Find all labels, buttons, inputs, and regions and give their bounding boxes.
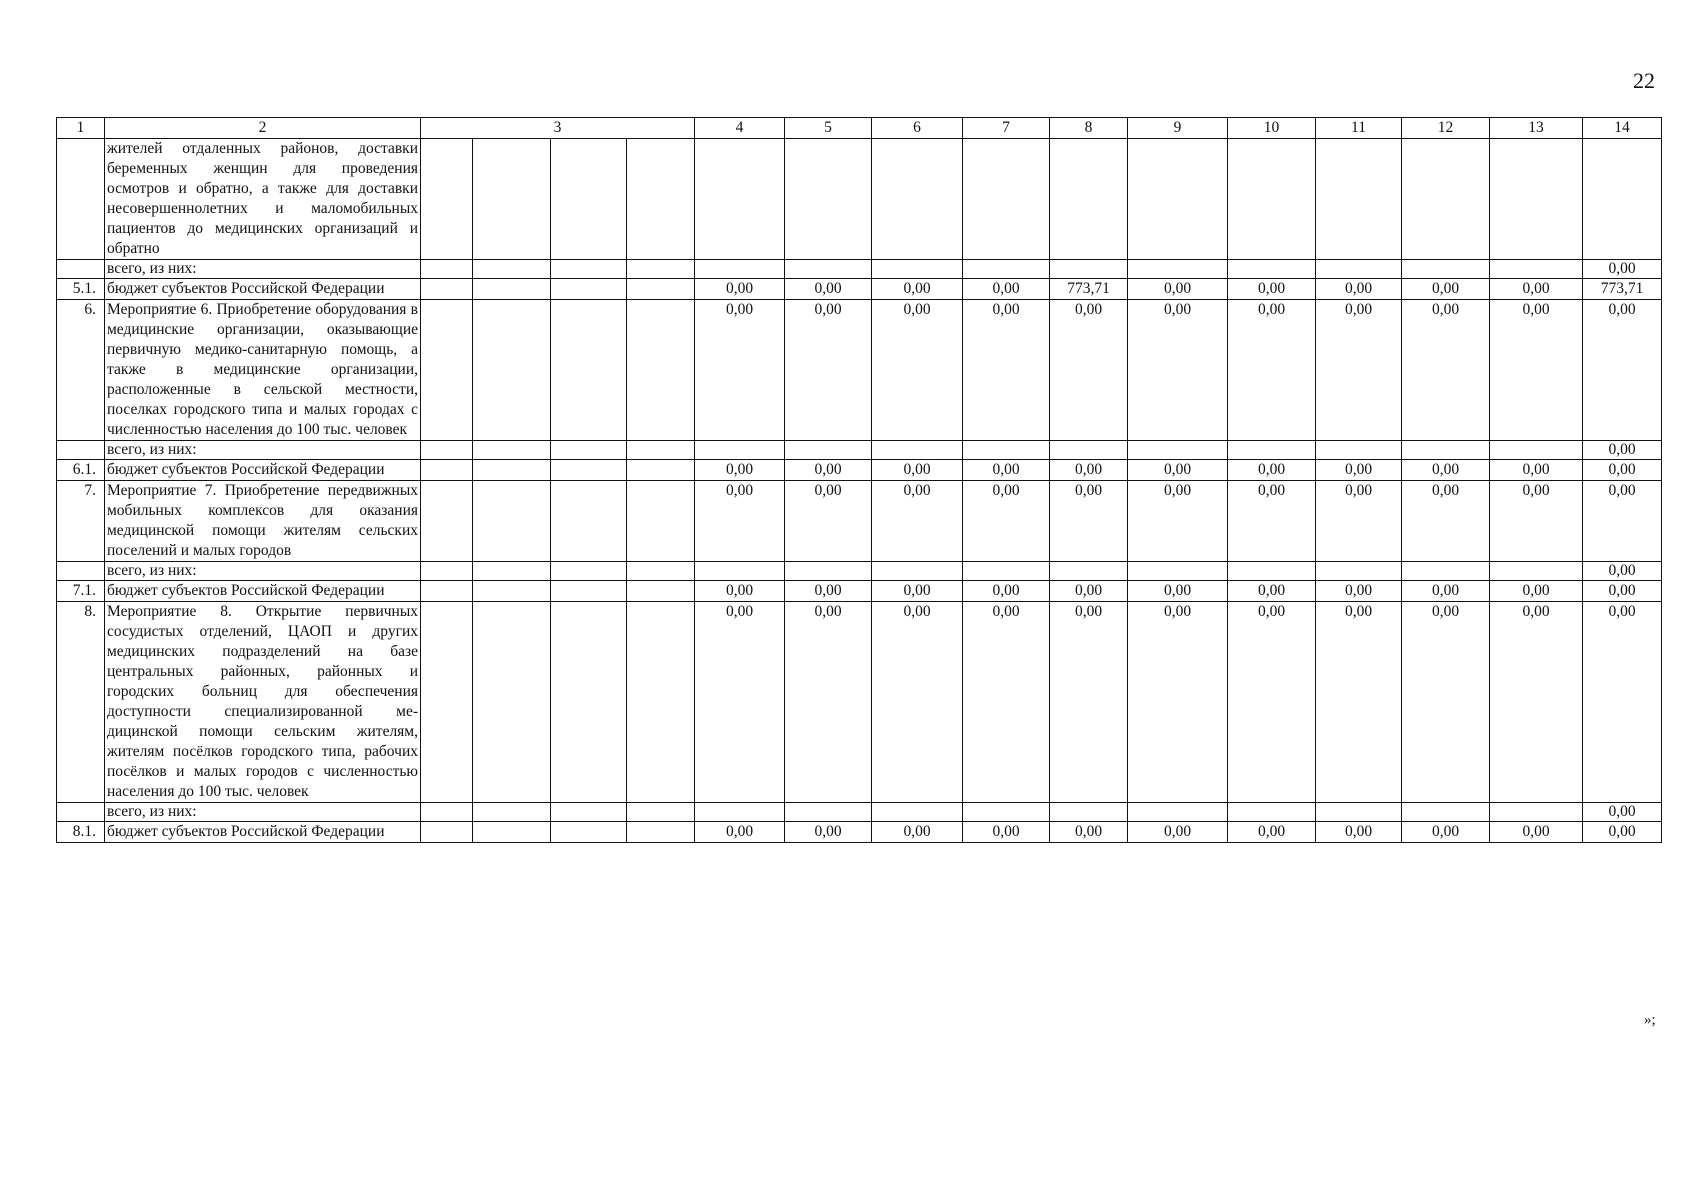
column-3-subcell bbox=[627, 803, 695, 822]
value-cell: 0,00 bbox=[1128, 822, 1228, 843]
column-3-subcell bbox=[627, 481, 695, 562]
value-cell bbox=[1490, 260, 1583, 279]
column-header: 5 bbox=[785, 118, 872, 139]
row-description-cell: всего, из них: bbox=[105, 260, 421, 279]
value-cell bbox=[1128, 139, 1228, 260]
column-header: 4 bbox=[695, 118, 785, 139]
value-cell bbox=[1228, 441, 1316, 460]
value-cell: 0,00 bbox=[1128, 581, 1228, 602]
column-3-subcell bbox=[627, 581, 695, 602]
value-cell: 0,00 bbox=[1402, 602, 1490, 803]
value-cell: 0,00 bbox=[695, 581, 785, 602]
row-description-cell: бюджет субъектов Российской Федерации bbox=[105, 279, 421, 300]
column-3-subcell bbox=[627, 139, 695, 260]
value-cell: 0,00 bbox=[1316, 822, 1402, 843]
value-cell bbox=[695, 562, 785, 581]
table-row bbox=[57, 300, 1662, 441]
value-cell bbox=[1402, 441, 1490, 460]
value-cell bbox=[1316, 139, 1402, 260]
value-cell bbox=[785, 139, 872, 260]
value-cell bbox=[1050, 803, 1128, 822]
value-cell: 0,00 bbox=[785, 581, 872, 602]
column-3-subcell bbox=[473, 279, 551, 300]
value-cell bbox=[1128, 260, 1228, 279]
value-cell bbox=[1050, 562, 1128, 581]
value-cell: 0,00 bbox=[963, 279, 1050, 300]
value-cell: 0,00 bbox=[1316, 602, 1402, 803]
column-3-subcell bbox=[421, 279, 473, 300]
value-cell: 0,00 bbox=[1316, 581, 1402, 602]
value-cell bbox=[963, 562, 1050, 581]
column-header: 1 bbox=[57, 118, 105, 139]
row-index-cell: 6.1. bbox=[57, 460, 105, 481]
value-cell: 0,00 bbox=[1128, 602, 1228, 803]
value-cell: 0,00 bbox=[1228, 279, 1316, 300]
column-3-subcell bbox=[551, 481, 627, 562]
table-row bbox=[57, 581, 1662, 602]
row-description-cell: всего, из них: bbox=[105, 803, 421, 822]
value-cell bbox=[1490, 562, 1583, 581]
value-cell bbox=[785, 562, 872, 581]
value-cell bbox=[872, 260, 963, 279]
value-cell bbox=[1402, 260, 1490, 279]
value-cell bbox=[963, 803, 1050, 822]
value-cell: 0,00 bbox=[1316, 460, 1402, 481]
value-cell: 0,00 bbox=[1490, 279, 1583, 300]
value-cell bbox=[872, 441, 963, 460]
value-cell bbox=[872, 139, 963, 260]
row-description-cell: бюджет субъектов Российской Федерации bbox=[105, 460, 421, 481]
value-cell: 0,00 bbox=[1583, 460, 1662, 481]
value-cell bbox=[1228, 139, 1316, 260]
column-3-subcell bbox=[627, 602, 695, 803]
value-cell: 0,00 bbox=[785, 279, 872, 300]
row-index-cell: 7.1. bbox=[57, 581, 105, 602]
row-index-cell bbox=[57, 260, 105, 279]
column-3-subcell bbox=[627, 300, 695, 441]
value-cell bbox=[1316, 260, 1402, 279]
column-header: 8 bbox=[1050, 118, 1128, 139]
column-3-subcell bbox=[473, 602, 551, 803]
column-3-subcell bbox=[551, 279, 627, 300]
value-cell: 0,00 bbox=[1583, 300, 1662, 441]
table-row bbox=[57, 602, 1662, 803]
column-header: 9 bbox=[1128, 118, 1228, 139]
table-row bbox=[57, 822, 1662, 843]
value-cell: 0,00 bbox=[695, 481, 785, 562]
value-cell bbox=[1402, 803, 1490, 822]
column-3-subcell bbox=[551, 803, 627, 822]
page-number: 22 bbox=[1633, 68, 1655, 93]
value-cell: 0,00 bbox=[1316, 279, 1402, 300]
value-cell: 0,00 bbox=[1402, 300, 1490, 441]
total-row bbox=[57, 803, 1662, 822]
value-cell bbox=[785, 260, 872, 279]
column-3-subcell bbox=[421, 260, 473, 279]
value-cell bbox=[1490, 441, 1583, 460]
table-row bbox=[57, 279, 1662, 300]
value-cell: 0,00 bbox=[1316, 300, 1402, 441]
row-description-cell: Мероприятие 6. Приобретение оборудования в медицинские организации, оказывающие первичную медико-санитарную помощь, а также в медицинские организации, расположенные в сельской местности, поселках городского типа и малых городах с численностью населения до 100 тыс. человек bbox=[105, 300, 421, 441]
value-cell: 0,00 bbox=[1128, 279, 1228, 300]
value-cell: 0,00 bbox=[963, 602, 1050, 803]
column-3-subcell bbox=[421, 300, 473, 441]
value-cell: 0,00 bbox=[963, 460, 1050, 481]
column-header: 7 bbox=[963, 118, 1050, 139]
column-3-subcell bbox=[627, 562, 695, 581]
value-cell: 0,00 bbox=[1402, 581, 1490, 602]
value-cell bbox=[785, 803, 872, 822]
value-cell: 0,00 bbox=[1583, 481, 1662, 562]
column-3-subcell bbox=[627, 441, 695, 460]
value-cell bbox=[1583, 139, 1662, 260]
value-cell: 773,71 bbox=[1050, 279, 1128, 300]
column-header: 14 bbox=[1583, 118, 1662, 139]
value-cell: 0,00 bbox=[872, 822, 963, 843]
value-cell: 0,00 bbox=[1228, 460, 1316, 481]
value-cell: 0,00 bbox=[695, 460, 785, 481]
column-3-subcell bbox=[551, 441, 627, 460]
value-cell: 0,00 bbox=[695, 822, 785, 843]
column-header: 6 bbox=[872, 118, 963, 139]
value-cell: 0,00 bbox=[1583, 602, 1662, 803]
value-cell bbox=[1316, 562, 1402, 581]
column-3-subcell bbox=[551, 300, 627, 441]
column-3-subcell bbox=[421, 481, 473, 562]
table-row bbox=[57, 460, 1662, 481]
table-header-row bbox=[57, 118, 1662, 139]
value-cell: 0,00 bbox=[1402, 481, 1490, 562]
value-cell bbox=[1228, 260, 1316, 279]
column-3-subcell bbox=[551, 581, 627, 602]
value-cell bbox=[872, 562, 963, 581]
value-cell bbox=[785, 441, 872, 460]
column-3-subcell bbox=[473, 260, 551, 279]
total-row bbox=[57, 562, 1662, 581]
value-cell: 0,00 bbox=[1228, 481, 1316, 562]
column-3-subcell bbox=[421, 562, 473, 581]
total-row bbox=[57, 441, 1662, 460]
value-cell: 0,00 bbox=[1490, 300, 1583, 441]
column-3-subcell bbox=[551, 562, 627, 581]
column-3-subcell bbox=[473, 803, 551, 822]
value-cell: 0,00 bbox=[785, 300, 872, 441]
value-cell bbox=[695, 803, 785, 822]
column-3-subcell bbox=[627, 822, 695, 843]
budget-table bbox=[56, 117, 1662, 843]
value-cell: 0,00 bbox=[872, 481, 963, 562]
value-cell: 0,00 bbox=[1228, 602, 1316, 803]
value-cell bbox=[695, 139, 785, 260]
row-description-cell: бюджет субъектов Российской Федерации bbox=[105, 822, 421, 843]
value-cell bbox=[963, 260, 1050, 279]
column-3-subcell bbox=[421, 581, 473, 602]
column-3-subcell bbox=[627, 260, 695, 279]
value-cell: 0,00 bbox=[963, 581, 1050, 602]
value-cell: 0,00 bbox=[1128, 300, 1228, 441]
column-header: 10 bbox=[1228, 118, 1316, 139]
column-header: 2 bbox=[105, 118, 421, 139]
value-cell bbox=[1490, 803, 1583, 822]
value-cell bbox=[1402, 562, 1490, 581]
table-row bbox=[57, 139, 1662, 260]
value-cell: 0,00 bbox=[872, 581, 963, 602]
value-cell bbox=[963, 441, 1050, 460]
value-cell: 0,00 bbox=[1228, 581, 1316, 602]
value-cell bbox=[1316, 441, 1402, 460]
value-cell: 0,00 bbox=[963, 300, 1050, 441]
value-cell bbox=[1228, 562, 1316, 581]
value-cell: 0,00 bbox=[1490, 822, 1583, 843]
row-description-cell: жителей отдаленных районов, доставки беременных женщин для проведения осмотров и обратно, а также для доставки несовершеннолетних и маломобильных пациентов до медицинских организаций и обратно bbox=[105, 139, 421, 260]
row-index-cell: 5.1. bbox=[57, 279, 105, 300]
column-3-subcell bbox=[551, 460, 627, 481]
value-cell: 0,00 bbox=[1490, 602, 1583, 803]
value-cell: 0,00 bbox=[963, 481, 1050, 562]
column-3-subcell bbox=[473, 562, 551, 581]
column-3-subcell bbox=[473, 822, 551, 843]
column-3-subcell bbox=[551, 602, 627, 803]
value-cell: 0,00 bbox=[872, 279, 963, 300]
value-cell: 0,00 bbox=[1050, 822, 1128, 843]
value-cell: 0,00 bbox=[1490, 581, 1583, 602]
row-index-cell bbox=[57, 562, 105, 581]
value-cell: 0,00 bbox=[872, 602, 963, 803]
value-cell: 0,00 bbox=[1402, 279, 1490, 300]
row-index-cell: 8.1. bbox=[57, 822, 105, 843]
value-cell: 0,00 bbox=[1128, 460, 1228, 481]
value-cell: 0,00 bbox=[1583, 581, 1662, 602]
value-cell: 0,00 bbox=[695, 300, 785, 441]
value-cell: 0,00 bbox=[872, 460, 963, 481]
value-cell: 0,00 bbox=[1583, 441, 1662, 460]
value-cell: 0,00 bbox=[1316, 481, 1402, 562]
column-header: 11 bbox=[1316, 118, 1402, 139]
value-cell bbox=[1402, 139, 1490, 260]
value-cell: 0,00 bbox=[785, 460, 872, 481]
column-3-subcell bbox=[627, 460, 695, 481]
value-cell: 0,00 bbox=[695, 602, 785, 803]
row-index-cell: 7. bbox=[57, 481, 105, 562]
column-3-subcell bbox=[421, 602, 473, 803]
value-cell: 0,00 bbox=[1490, 481, 1583, 562]
value-cell bbox=[1050, 441, 1128, 460]
value-cell bbox=[695, 260, 785, 279]
value-cell: 0,00 bbox=[1050, 460, 1128, 481]
value-cell: 0,00 bbox=[1228, 822, 1316, 843]
row-description-cell: Мероприятие 8. Открытие первичных сосудистых отделений, ЦАОП и других медицинских подразделений на базе центральных районных, районных и городских больниц для обеспечения доступности специализированной медицинской помощи сельским жителям, жителям посёлков городского типа, рабочих посёлков и малых городов с численностью населения до 100 тыс. человек bbox=[105, 602, 421, 803]
row-description-cell: Мероприятие 7. Приобретение передвижных мобильных комплексов для оказания медицинской помощи жителям сельских поселений и малых городов bbox=[105, 481, 421, 562]
row-index-cell bbox=[57, 803, 105, 822]
row-index-cell: 6. bbox=[57, 300, 105, 441]
column-3-subcell bbox=[551, 822, 627, 843]
row-index-cell bbox=[57, 441, 105, 460]
value-cell: 0,00 bbox=[1583, 562, 1662, 581]
value-cell: 0,00 bbox=[785, 602, 872, 803]
column-3-subcell bbox=[473, 460, 551, 481]
value-cell: 0,00 bbox=[872, 300, 963, 441]
row-index-cell bbox=[57, 139, 105, 260]
value-cell: 0,00 bbox=[1128, 481, 1228, 562]
value-cell bbox=[1228, 803, 1316, 822]
value-cell: 0,00 bbox=[1050, 481, 1128, 562]
column-header: 13 bbox=[1490, 118, 1583, 139]
value-cell: 0,00 bbox=[785, 481, 872, 562]
column-3-subcell bbox=[473, 441, 551, 460]
value-cell bbox=[1128, 441, 1228, 460]
value-cell: 0,00 bbox=[785, 822, 872, 843]
column-3-subcell bbox=[473, 481, 551, 562]
total-row bbox=[57, 260, 1662, 279]
value-cell bbox=[1490, 139, 1583, 260]
value-cell: 0,00 bbox=[1050, 581, 1128, 602]
value-cell: 0,00 bbox=[1402, 822, 1490, 843]
value-cell: 0,00 bbox=[1402, 460, 1490, 481]
value-cell: 0,00 bbox=[1490, 460, 1583, 481]
value-cell: 773,71 bbox=[1583, 279, 1662, 300]
column-3-subcell bbox=[473, 300, 551, 441]
value-cell: 0,00 bbox=[1050, 300, 1128, 441]
column-3-subcell bbox=[421, 803, 473, 822]
closing-quote: »; bbox=[1644, 1012, 1656, 1028]
value-cell: 0,00 bbox=[1583, 822, 1662, 843]
value-cell: 0,00 bbox=[963, 822, 1050, 843]
column-3-subcell bbox=[421, 139, 473, 260]
value-cell bbox=[1128, 803, 1228, 822]
value-cell bbox=[872, 803, 963, 822]
row-description-cell: всего, из них: bbox=[105, 562, 421, 581]
value-cell: 0,00 bbox=[1050, 602, 1128, 803]
table-row bbox=[57, 481, 1662, 562]
value-cell: 0,00 bbox=[695, 279, 785, 300]
value-cell bbox=[963, 139, 1050, 260]
value-cell: 0,00 bbox=[1228, 300, 1316, 441]
row-index-cell: 8. bbox=[57, 602, 105, 803]
value-cell: 0,00 bbox=[1583, 260, 1662, 279]
value-cell bbox=[1316, 803, 1402, 822]
column-3-subcell bbox=[627, 279, 695, 300]
value-cell: 0,00 bbox=[1583, 803, 1662, 822]
value-cell bbox=[1050, 260, 1128, 279]
column-3-subcell bbox=[421, 822, 473, 843]
row-description-cell: бюджет субъектов Российской Федерации bbox=[105, 581, 421, 602]
column-3-subcell bbox=[551, 260, 627, 279]
column-3-subcell bbox=[473, 139, 551, 260]
column-header: 12 bbox=[1402, 118, 1490, 139]
value-cell bbox=[1128, 562, 1228, 581]
column-header: 3 bbox=[421, 118, 695, 139]
column-3-subcell bbox=[551, 139, 627, 260]
column-3-subcell bbox=[421, 441, 473, 460]
column-3-subcell bbox=[473, 581, 551, 602]
row-description-cell: всего, из них: bbox=[105, 441, 421, 460]
column-3-subcell bbox=[421, 460, 473, 481]
value-cell bbox=[1050, 139, 1128, 260]
value-cell bbox=[695, 441, 785, 460]
